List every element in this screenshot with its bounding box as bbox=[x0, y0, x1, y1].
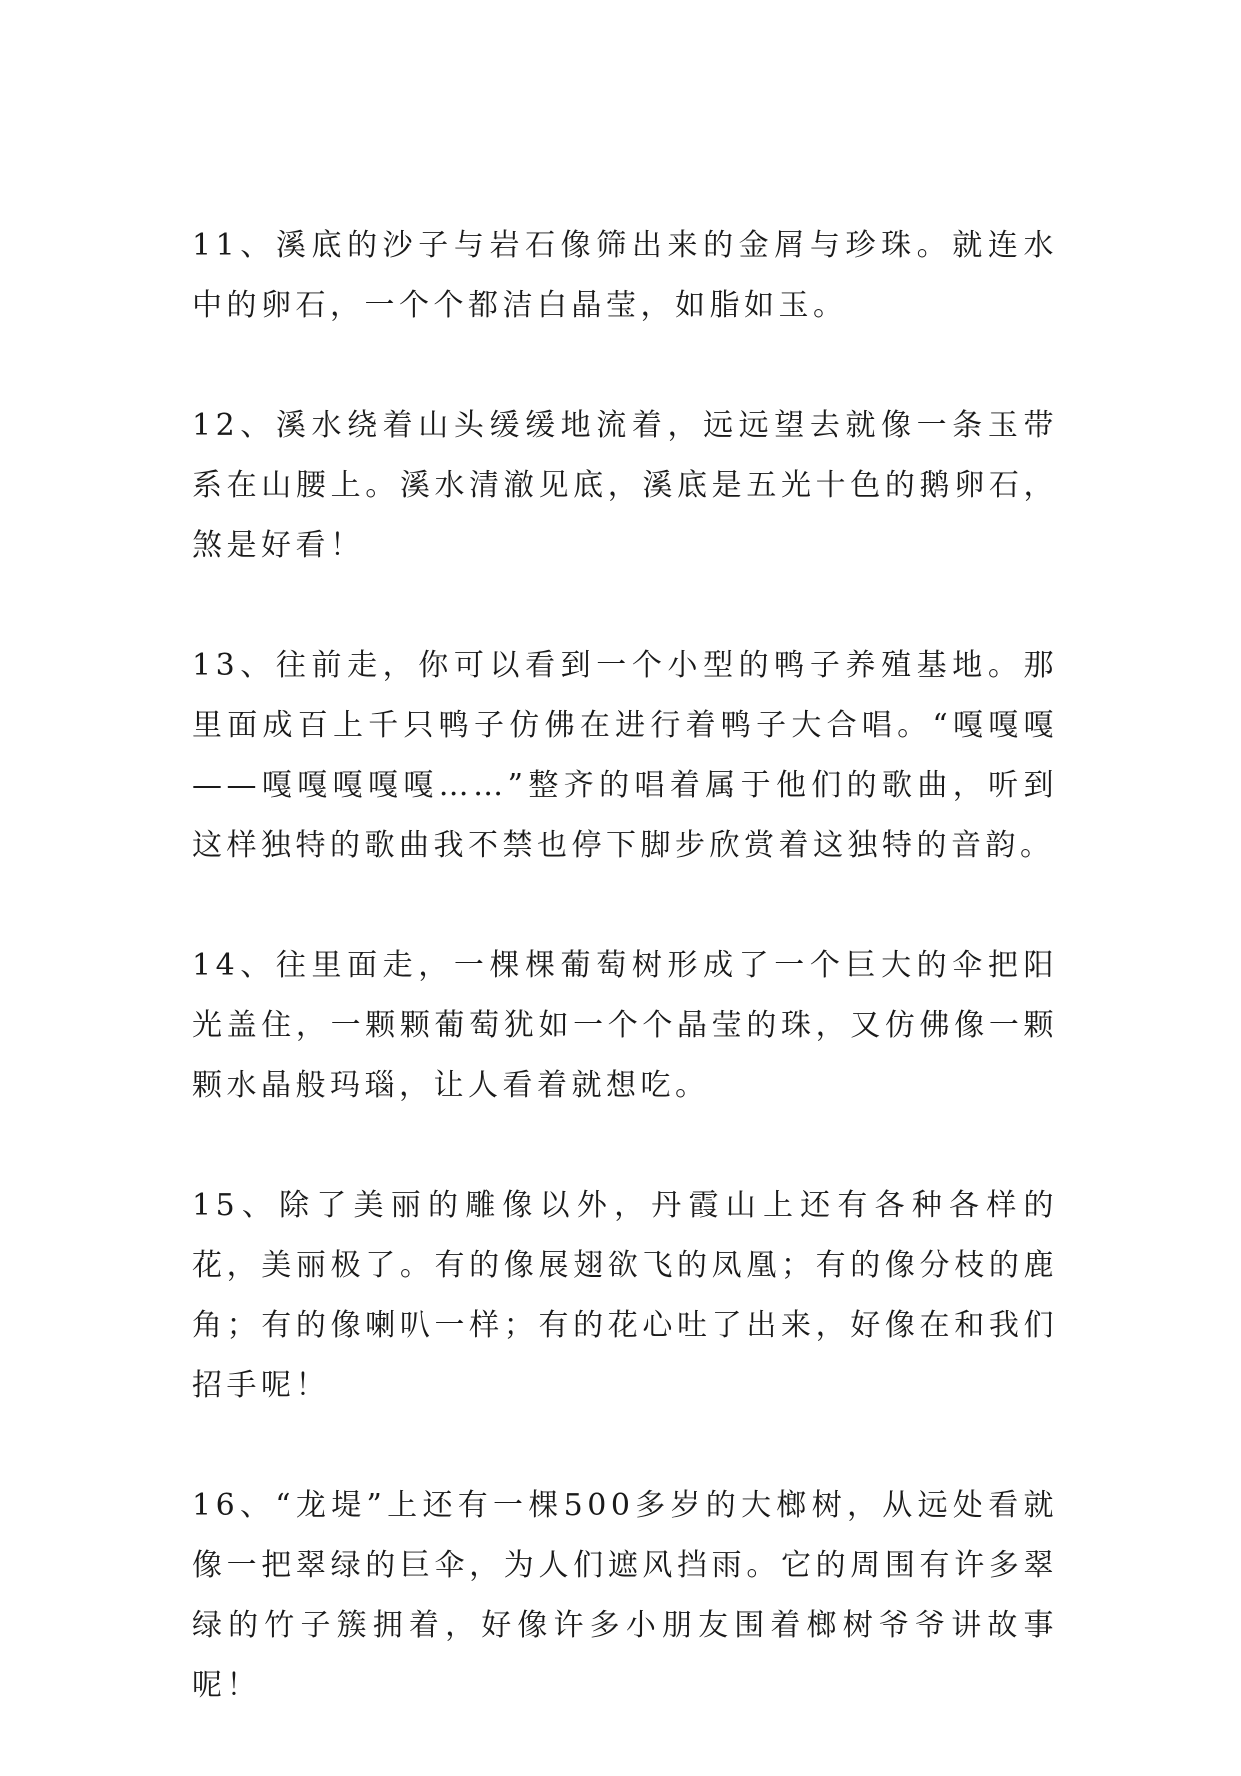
paragraph-13: 13、往前走，你可以看到一个小型的鸭子养殖基地。那里面成百上千只鸭子仿佛在进行着鸭子大合唱。“嘎嘎嘎——嘎嘎嘎嘎嘎……”整齐的唱着属于他们的歌曲，听到这样独特的歌曲我不禁也停下脚步欣赏着这独特的音韵。 bbox=[192, 648, 1058, 863]
document-body bbox=[192, 216, 1058, 1776]
paragraph-15: 15、除了美丽的雕像以外，丹霞山上还有各种各样的花，美丽极了。有的像展翅欲飞的凤凰；有的像分枝的鹿角；有的像喇叭一样；有的花心吐了出来，好像在和我们招手呢！ bbox=[192, 1188, 1058, 1403]
paragraph-11: 11、溪底的沙子与岩石像筛出来的金屑与珍珠。就连水中的卵石，一个个都洁白晶莹，如脂如玉。 bbox=[192, 228, 1058, 323]
paragraph-16: 16、“龙堤”上还有一棵500多岁的大榔树，从远处看就像一把翠绿的巨伞，为人们遮风挡雨。它的周围有许多翠绿的竹子簇拥着，好像许多小朋友围着榔树爷爷讲故事呢！ bbox=[192, 1488, 1058, 1703]
paragraph-12: 12、溪水绕着山头缓缓地流着，远远望去就像一条玉带系在山腰上。溪水清澈见底，溪底是五光十色的鹅卵石，煞是好看！ bbox=[192, 408, 1058, 563]
paragraph-14: 14、往里面走，一棵棵葡萄树形成了一个巨大的伞把阳光盖住，一颗颗葡萄犹如一个个晶莹的珠，又仿佛像一颗颗水晶般玛瑙，让人看着就想吃。 bbox=[192, 948, 1058, 1103]
